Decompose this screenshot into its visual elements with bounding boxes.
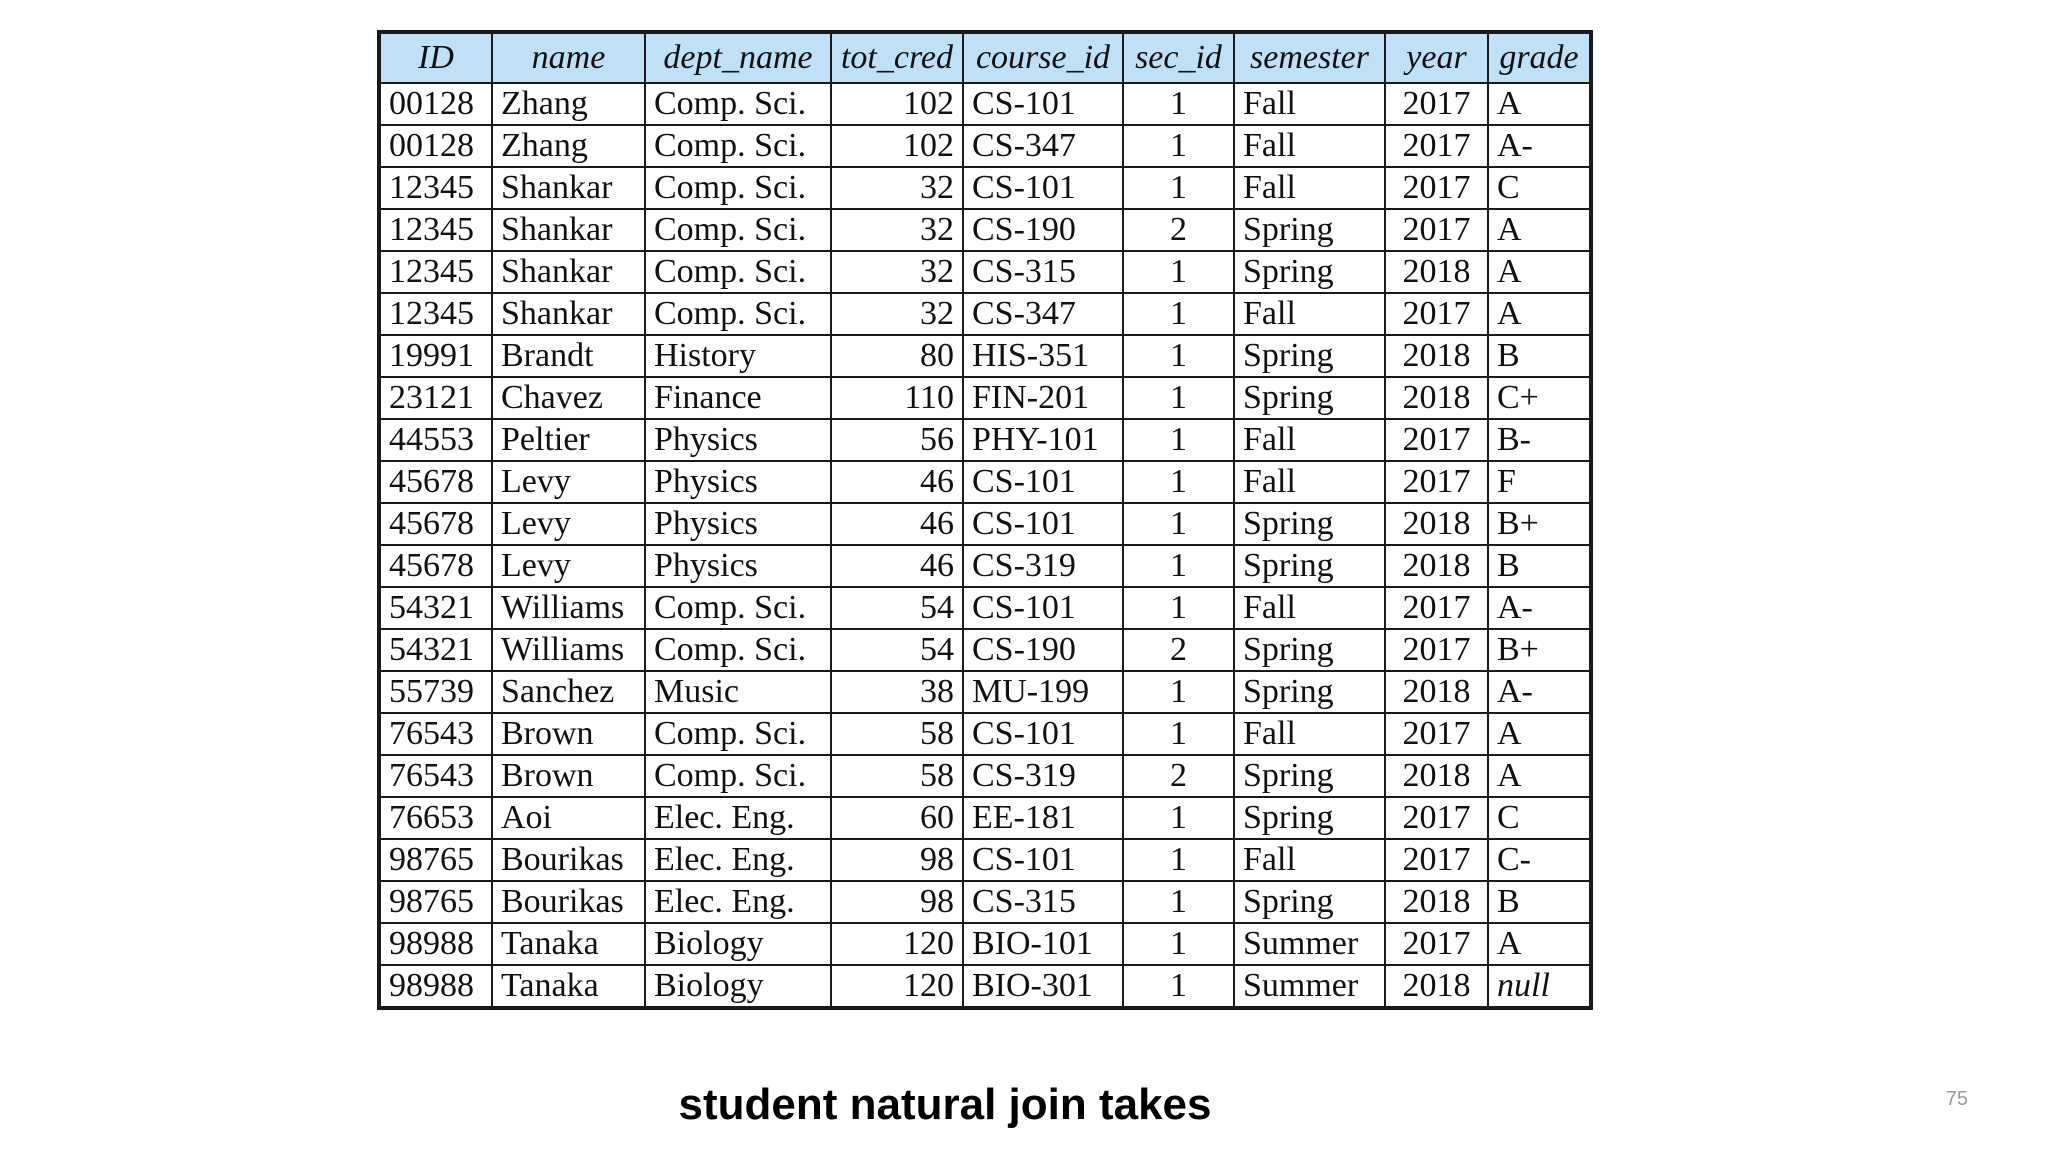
cell-year: 2017: [1385, 419, 1488, 461]
cell-course-id: CS-190: [963, 629, 1123, 671]
cell-id: 76543: [379, 713, 492, 755]
cell-grade: A-: [1488, 125, 1591, 167]
cell-dept-name: Biology: [645, 923, 831, 965]
cell-sec-id: 1: [1123, 461, 1234, 503]
cell-sec-id: 2: [1123, 755, 1234, 797]
cell-sec-id: 1: [1123, 545, 1234, 587]
cell-id: 98988: [379, 923, 492, 965]
cell-name: Levy: [492, 461, 645, 503]
cell-semester: Fall: [1234, 167, 1385, 209]
cell-tot-cred: 80: [831, 335, 963, 377]
column-header-sec-id: sec_id: [1123, 32, 1234, 83]
cell-year: 2017: [1385, 83, 1488, 125]
cell-semester: Spring: [1234, 251, 1385, 293]
cell-semester: Spring: [1234, 335, 1385, 377]
cell-name: Shankar: [492, 167, 645, 209]
cell-name: Tanaka: [492, 965, 645, 1008]
cell-tot-cred: 58: [831, 755, 963, 797]
cell-id: 12345: [379, 293, 492, 335]
cell-tot-cred: 56: [831, 419, 963, 461]
cell-grade: B+: [1488, 503, 1591, 545]
cell-tot-cred: 32: [831, 293, 963, 335]
cell-year: 2018: [1385, 671, 1488, 713]
cell-sec-id: 1: [1123, 251, 1234, 293]
cell-tot-cred: 46: [831, 461, 963, 503]
cell-year: 2017: [1385, 629, 1488, 671]
cell-course-id: CS-319: [963, 545, 1123, 587]
cell-course-id: EE-181: [963, 797, 1123, 839]
cell-course-id: BIO-101: [963, 923, 1123, 965]
cell-tot-cred: 32: [831, 209, 963, 251]
cell-semester: Fall: [1234, 125, 1385, 167]
table-row: [379, 167, 1591, 209]
cell-dept-name: Comp. Sci.: [645, 755, 831, 797]
cell-semester: Fall: [1234, 587, 1385, 629]
cell-semester: Spring: [1234, 377, 1385, 419]
cell-course-id: CS-101: [963, 713, 1123, 755]
cell-id: 45678: [379, 461, 492, 503]
cell-dept-name: Comp. Sci.: [645, 167, 831, 209]
cell-sec-id: 2: [1123, 629, 1234, 671]
cell-year: 2018: [1385, 377, 1488, 419]
cell-grade: A: [1488, 83, 1591, 125]
cell-dept-name: Elec. Eng.: [645, 797, 831, 839]
table-row: [379, 797, 1591, 839]
cell-name: Shankar: [492, 251, 645, 293]
table-header: [379, 32, 1591, 83]
column-header-dept-name: dept_name: [645, 32, 831, 83]
table-row: [379, 965, 1591, 1008]
cell-year: 2017: [1385, 293, 1488, 335]
cell-tot-cred: 98: [831, 881, 963, 923]
cell-dept-name: Comp. Sci.: [645, 83, 831, 125]
cell-year: 2017: [1385, 923, 1488, 965]
cell-year: 2017: [1385, 839, 1488, 881]
cell-id: 00128: [379, 83, 492, 125]
cell-course-id: CS-190: [963, 209, 1123, 251]
cell-sec-id: 1: [1123, 293, 1234, 335]
cell-semester: Spring: [1234, 881, 1385, 923]
cell-id: 12345: [379, 167, 492, 209]
cell-tot-cred: 54: [831, 587, 963, 629]
column-header-id: ID: [379, 32, 492, 83]
cell-dept-name: Comp. Sci.: [645, 587, 831, 629]
cell-course-id: CS-101: [963, 839, 1123, 881]
cell-dept-name: Comp. Sci.: [645, 629, 831, 671]
cell-semester: Spring: [1234, 755, 1385, 797]
cell-grade: null: [1488, 965, 1591, 1008]
cell-course-id: FIN-201: [963, 377, 1123, 419]
cell-tot-cred: 46: [831, 503, 963, 545]
cell-course-id: CS-347: [963, 293, 1123, 335]
cell-tot-cred: 102: [831, 83, 963, 125]
cell-name: Shankar: [492, 293, 645, 335]
natural-join-table: [377, 30, 1593, 1010]
cell-sec-id: 1: [1123, 419, 1234, 461]
cell-grade: C+: [1488, 377, 1591, 419]
table-row: [379, 419, 1591, 461]
table-row: [379, 881, 1591, 923]
column-header-course-id: course_id: [963, 32, 1123, 83]
cell-tot-cred: 32: [831, 251, 963, 293]
cell-grade: A: [1488, 293, 1591, 335]
cell-name: Brown: [492, 755, 645, 797]
cell-semester: Fall: [1234, 461, 1385, 503]
table-row: [379, 251, 1591, 293]
cell-dept-name: Biology: [645, 965, 831, 1008]
cell-year: 2017: [1385, 461, 1488, 503]
cell-name: Shankar: [492, 209, 645, 251]
cell-id: 76543: [379, 755, 492, 797]
column-header-grade: grade: [1488, 32, 1591, 83]
cell-sec-id: 1: [1123, 377, 1234, 419]
cell-tot-cred: 54: [831, 629, 963, 671]
column-header-semester: semester: [1234, 32, 1385, 83]
table-row: [379, 839, 1591, 881]
cell-id: 54321: [379, 587, 492, 629]
cell-name: Zhang: [492, 83, 645, 125]
cell-dept-name: Comp. Sci.: [645, 251, 831, 293]
cell-year: 2018: [1385, 965, 1488, 1008]
slide-caption: student natural join takes: [678, 1080, 1212, 1129]
header-row: [379, 32, 1591, 83]
cell-course-id: CS-101: [963, 461, 1123, 503]
cell-dept-name: Elec. Eng.: [645, 839, 831, 881]
cell-name: Aoi: [492, 797, 645, 839]
cell-semester: Spring: [1234, 629, 1385, 671]
table-row: [379, 755, 1591, 797]
cell-id: 00128: [379, 125, 492, 167]
cell-dept-name: Comp. Sci.: [645, 125, 831, 167]
table-body: [379, 83, 1591, 1008]
cell-sec-id: 1: [1123, 881, 1234, 923]
cell-semester: Spring: [1234, 503, 1385, 545]
cell-id: 76653: [379, 797, 492, 839]
cell-tot-cred: 32: [831, 167, 963, 209]
cell-tot-cred: 120: [831, 923, 963, 965]
table-row: [379, 713, 1591, 755]
cell-grade: A-: [1488, 671, 1591, 713]
cell-id: 54321: [379, 629, 492, 671]
cell-sec-id: 1: [1123, 125, 1234, 167]
cell-id: 45678: [379, 545, 492, 587]
cell-grade: A: [1488, 923, 1591, 965]
cell-semester: Spring: [1234, 671, 1385, 713]
cell-dept-name: Physics: [645, 503, 831, 545]
cell-semester: Summer: [1234, 965, 1385, 1008]
cell-year: 2017: [1385, 125, 1488, 167]
cell-course-id: CS-315: [963, 251, 1123, 293]
cell-grade: C: [1488, 167, 1591, 209]
table-row: [379, 545, 1591, 587]
cell-semester: Spring: [1234, 797, 1385, 839]
cell-dept-name: Music: [645, 671, 831, 713]
cell-grade: A: [1488, 209, 1591, 251]
cell-id: 23121: [379, 377, 492, 419]
cell-id: 98988: [379, 965, 492, 1008]
cell-grade: C: [1488, 797, 1591, 839]
cell-dept-name: History: [645, 335, 831, 377]
cell-semester: Fall: [1234, 293, 1385, 335]
column-header-year: year: [1385, 32, 1488, 83]
cell-sec-id: 1: [1123, 797, 1234, 839]
cell-name: Levy: [492, 545, 645, 587]
cell-name: Zhang: [492, 125, 645, 167]
cell-year: 2018: [1385, 335, 1488, 377]
cell-semester: Summer: [1234, 923, 1385, 965]
cell-year: 2017: [1385, 209, 1488, 251]
cell-name: Brandt: [492, 335, 645, 377]
cell-sec-id: 1: [1123, 335, 1234, 377]
table-row: [379, 83, 1591, 125]
cell-dept-name: Comp. Sci.: [645, 293, 831, 335]
cell-tot-cred: 60: [831, 797, 963, 839]
cell-course-id: CS-315: [963, 881, 1123, 923]
column-header-tot-cred: tot_cred: [831, 32, 963, 83]
table-row: [379, 209, 1591, 251]
cell-sec-id: 1: [1123, 671, 1234, 713]
cell-name: Bourikas: [492, 839, 645, 881]
cell-grade: A-: [1488, 587, 1591, 629]
cell-id: 12345: [379, 251, 492, 293]
cell-dept-name: Comp. Sci.: [645, 713, 831, 755]
cell-id: 55739: [379, 671, 492, 713]
cell-course-id: MU-199: [963, 671, 1123, 713]
cell-grade: B-: [1488, 419, 1591, 461]
cell-year: 2018: [1385, 881, 1488, 923]
cell-semester: Spring: [1234, 545, 1385, 587]
cell-tot-cred: 38: [831, 671, 963, 713]
cell-id: 98765: [379, 881, 492, 923]
cell-semester: Fall: [1234, 713, 1385, 755]
cell-grade: B+: [1488, 629, 1591, 671]
cell-grade: B: [1488, 881, 1591, 923]
cell-tot-cred: 102: [831, 125, 963, 167]
cell-course-id: CS-347: [963, 125, 1123, 167]
cell-course-id: CS-101: [963, 167, 1123, 209]
cell-dept-name: Physics: [645, 545, 831, 587]
cell-sec-id: 2: [1123, 209, 1234, 251]
cell-name: Bourikas: [492, 881, 645, 923]
cell-tot-cred: 58: [831, 713, 963, 755]
cell-semester: Fall: [1234, 839, 1385, 881]
cell-id: 98765: [379, 839, 492, 881]
table-row: [379, 629, 1591, 671]
cell-year: 2017: [1385, 587, 1488, 629]
table-row: [379, 125, 1591, 167]
cell-course-id: HIS-351: [963, 335, 1123, 377]
cell-sec-id: 1: [1123, 167, 1234, 209]
table-row: [379, 335, 1591, 377]
cell-sec-id: 1: [1123, 587, 1234, 629]
table-row: [379, 923, 1591, 965]
cell-id: 12345: [379, 209, 492, 251]
cell-sec-id: 1: [1123, 965, 1234, 1008]
cell-sec-id: 1: [1123, 839, 1234, 881]
column-header-name: name: [492, 32, 645, 83]
cell-dept-name: Physics: [645, 419, 831, 461]
cell-name: Chavez: [492, 377, 645, 419]
cell-sec-id: 1: [1123, 83, 1234, 125]
cell-tot-cred: 110: [831, 377, 963, 419]
cell-dept-name: Comp. Sci.: [645, 209, 831, 251]
cell-grade: B: [1488, 545, 1591, 587]
cell-year: 2018: [1385, 503, 1488, 545]
cell-name: Williams: [492, 629, 645, 671]
cell-tot-cred: 46: [831, 545, 963, 587]
cell-year: 2017: [1385, 167, 1488, 209]
slide-number: 75: [1945, 1088, 1968, 1110]
cell-name: Williams: [492, 587, 645, 629]
cell-name: Brown: [492, 713, 645, 755]
cell-name: Levy: [492, 503, 645, 545]
cell-grade: C-: [1488, 839, 1591, 881]
cell-grade: A: [1488, 251, 1591, 293]
cell-grade: A: [1488, 713, 1591, 755]
cell-year: 2017: [1385, 797, 1488, 839]
table-row: [379, 461, 1591, 503]
cell-sec-id: 1: [1123, 713, 1234, 755]
cell-year: 2018: [1385, 755, 1488, 797]
cell-semester: Fall: [1234, 83, 1385, 125]
table-row: [379, 671, 1591, 713]
cell-year: 2018: [1385, 545, 1488, 587]
cell-tot-cred: 120: [831, 965, 963, 1008]
table-row: [379, 587, 1591, 629]
cell-semester: Fall: [1234, 419, 1385, 461]
cell-dept-name: Elec. Eng.: [645, 881, 831, 923]
cell-course-id: CS-101: [963, 83, 1123, 125]
cell-course-id: BIO-301: [963, 965, 1123, 1008]
cell-id: 19991: [379, 335, 492, 377]
cell-name: Peltier: [492, 419, 645, 461]
cell-id: 44553: [379, 419, 492, 461]
table-row: [379, 293, 1591, 335]
cell-name: Tanaka: [492, 923, 645, 965]
table-row: [379, 503, 1591, 545]
cell-grade: F: [1488, 461, 1591, 503]
cell-course-id: PHY-101: [963, 419, 1123, 461]
cell-semester: Spring: [1234, 209, 1385, 251]
cell-year: 2018: [1385, 251, 1488, 293]
cell-year: 2017: [1385, 713, 1488, 755]
cell-course-id: CS-319: [963, 755, 1123, 797]
cell-dept-name: Physics: [645, 461, 831, 503]
cell-course-id: CS-101: [963, 587, 1123, 629]
cell-name: Sanchez: [492, 671, 645, 713]
cell-dept-name: Finance: [645, 377, 831, 419]
table-row: [379, 377, 1591, 419]
cell-course-id: CS-101: [963, 503, 1123, 545]
cell-grade: B: [1488, 335, 1591, 377]
cell-grade: A: [1488, 755, 1591, 797]
cell-sec-id: 1: [1123, 923, 1234, 965]
cell-id: 45678: [379, 503, 492, 545]
cell-sec-id: 1: [1123, 503, 1234, 545]
cell-tot-cred: 98: [831, 839, 963, 881]
